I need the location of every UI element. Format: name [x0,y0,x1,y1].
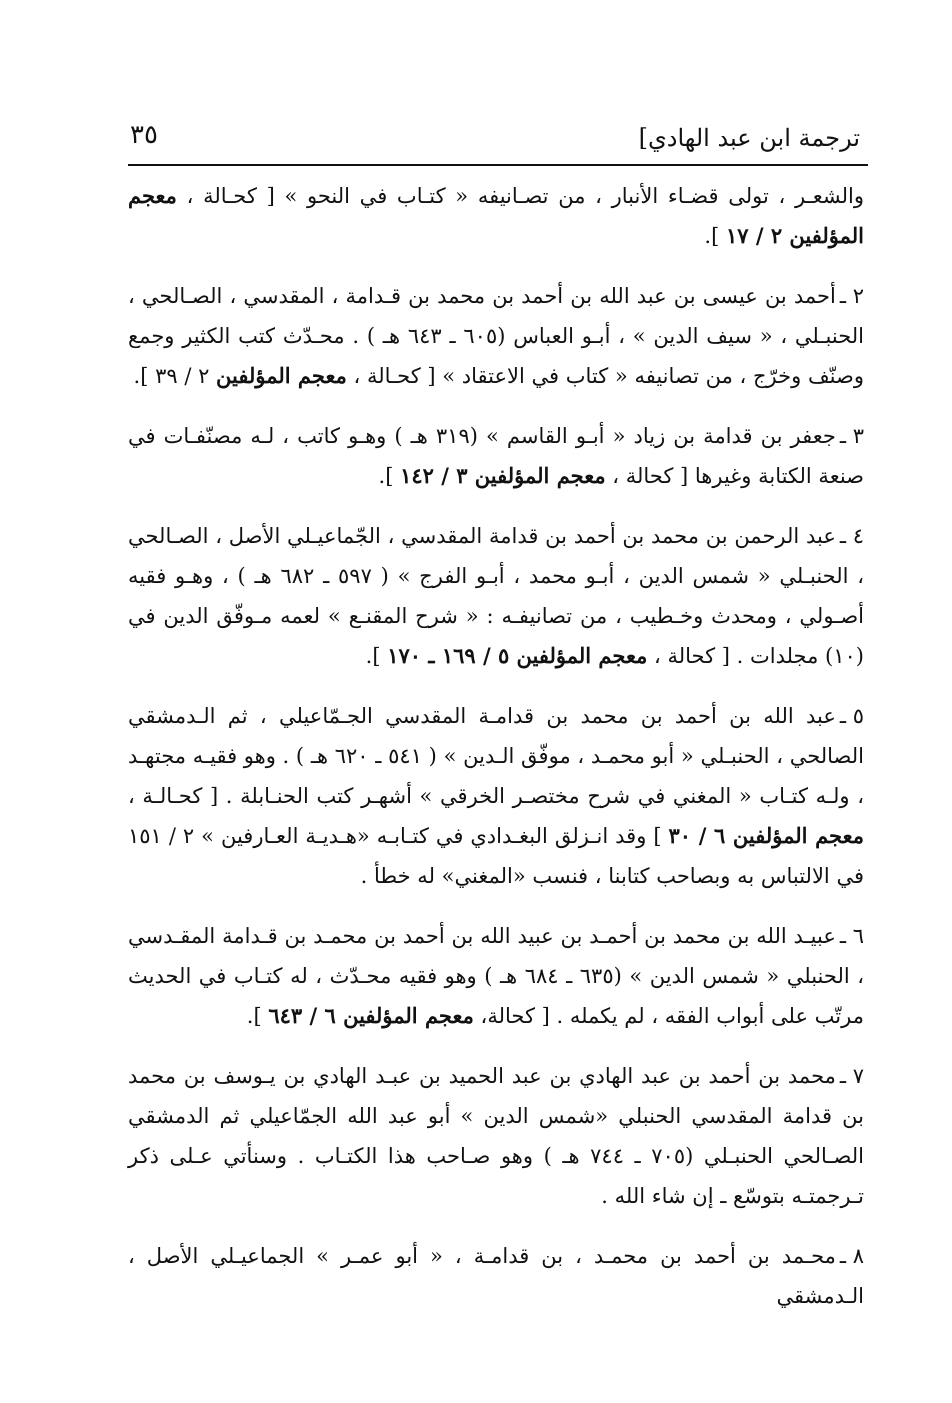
entry-number: ٣ ـ [839,424,864,448]
entry-tail: ]. [378,464,401,488]
entry-4 [128,516,864,676]
entry-reference: معجم المؤلفين ٥ / ١٦٩ ـ ١٧٠ [387,643,648,668]
entry-tail: ]. [365,644,388,668]
entry-8 [128,1236,864,1316]
entry-number: ٦ ـ [839,924,864,948]
running-title: ترجمة ابن عبد الهادي] [638,124,860,152]
entry-reference: معجم المؤلفين [216,363,347,388]
running-header [130,118,860,160]
entry-reference: معجم المؤلفين ٣ / ١٤٢ [400,463,606,488]
entry-number: ٧ ـ [839,1064,864,1088]
entry-number: ٨ ـ [839,1244,864,1268]
entry-text: جعفر بن قدامة بن زياد « أبـو القاسم » (٣١٩ هـ ) وهـو كاتب ، لـه مصنّفـات في صنعة الكتابة وغيرها [ كحالة ، [128,424,864,488]
entry-2 [128,276,864,396]
entry-tail: ٢ / ٣٩ ]. [133,364,217,388]
entry-number: ٤ ـ [839,524,864,548]
entry-tail: ] وقد انـزلق البغـدادي في كتـابـه «هـديـة العـارفين » ٢ / ١٥١ في الالتباس به وبصاحب كتابنا ، فنسب «المغني» له خطأ . [128,824,864,888]
entry-5 [128,696,864,896]
entry-text: والشعـر ، تولى قضـاء الأنبار ، من تصـانيفه « كتـاب في النحو » [ كحـالة ، [176,184,864,208]
entry-text: عبد الرحمن بن محمد بن أحمد بن قدامة المقدسي ، الجّماعيـلي الأصل ، الصـالحي ، الحنبـلي « شمس الدين ، أبـو محمد ، أبـو الفرج » ( ٥٩٧ ـ ٦٨٢ هـ ) ، وهـو فقيه أصـولي ، ومحدث وخـطيب ، من تصانيفـه : « شرح المقنـع » لعمه مـوفّق الدين في (١٠) مجلدات . [ كحالة ، [128,524,864,668]
entry-reference: معجم المؤلفين ٦ / ٦٤٣ [268,1003,474,1028]
entry-text: محمد بن أحمد بن عبد الهادي بن عبد الحميد بن عبـد الهادي بن يـوسف بن محمد بن قدامة المقدسي الحنبلي «شمس الدين » أبو عبد الله الجمّاعيلي ثم الدمشقي الصـالحي الحنبـلي (٧٠٥ ـ ٧٤٤ هـ ) وهو صـاحب هذا الكتـاب . وسنأتي عـلى ذكر تـرجمتـه بتوسّع ـ إن شاء الله . [128,1064,864,1208]
entry-text: أحمد بن عيسى بن عبد الله بن أحمد بن محمد بن قـدامة ، المقدسي ، الصـالحي ، الحنبـلي ، « سيف الدين » ، أبـو العباس (٦٠٥ ـ ٦٤٣ هـ ) . محـدّث كتب الكثير وجمع وصنّف وخرّج ، من تصانيفه « كتاب في الاعتقاد » [ كحـالة ، [128,284,864,388]
entry-reference: معجم المؤلفين ٦ / ٣٠ [668,823,864,848]
entry-tail: ]. [246,1004,269,1028]
entry-3 [128,416,864,496]
entry-text: عبيـد الله بن محمد بن أحمـد بن عبيد الله بن أحمد بن محمـد بن قـدامة المقـدسي ، الحنبلي « شمس الدين » (٦٣٥ ـ ٦٨٤ هـ ) وهو فقيه محـدّث ، له كتـاب في الحديث مرتّب على أبواب الفقه ، لم يكمله . [ كحالة، [128,924,864,1028]
header-rule [128,164,868,166]
entries-list [128,176,864,1336]
page-number: ٣٥ [130,120,158,150]
entry-text: محـمد بن أحمد بن محمـد ، بن قدامـة ، « أبو عمـر » الجماعيـلي الأصل ، الـدمشقي [128,1244,864,1308]
entry-tail: ]. [704,224,726,248]
entry-reference: معجم المؤلفين ٢ / ١٧ [128,183,864,248]
entry-number: ٢ ـ [839,284,864,308]
entry-text: عبد الله بن أحمد بن محمد بن قدامـة المقدسي الجـمّاعيلي ، ثم الـدمشقي الصالحي ، الحنبـلي « أبو محمـد ، موفّق الـدين » ( ٥٤١ ـ ٦٢٠ هـ ) . وهو فقيـه مجتهـد ، ولـه كتـاب « المغني في شرح مختصـر الخرقي » أشهـر كتب الحنـابلة . [ كحـالـة ، [128,704,864,808]
entry-6 [128,916,864,1036]
entry-number: ٥ ـ [839,704,864,728]
entry-continuation [128,176,864,256]
entry-7 [128,1056,864,1216]
